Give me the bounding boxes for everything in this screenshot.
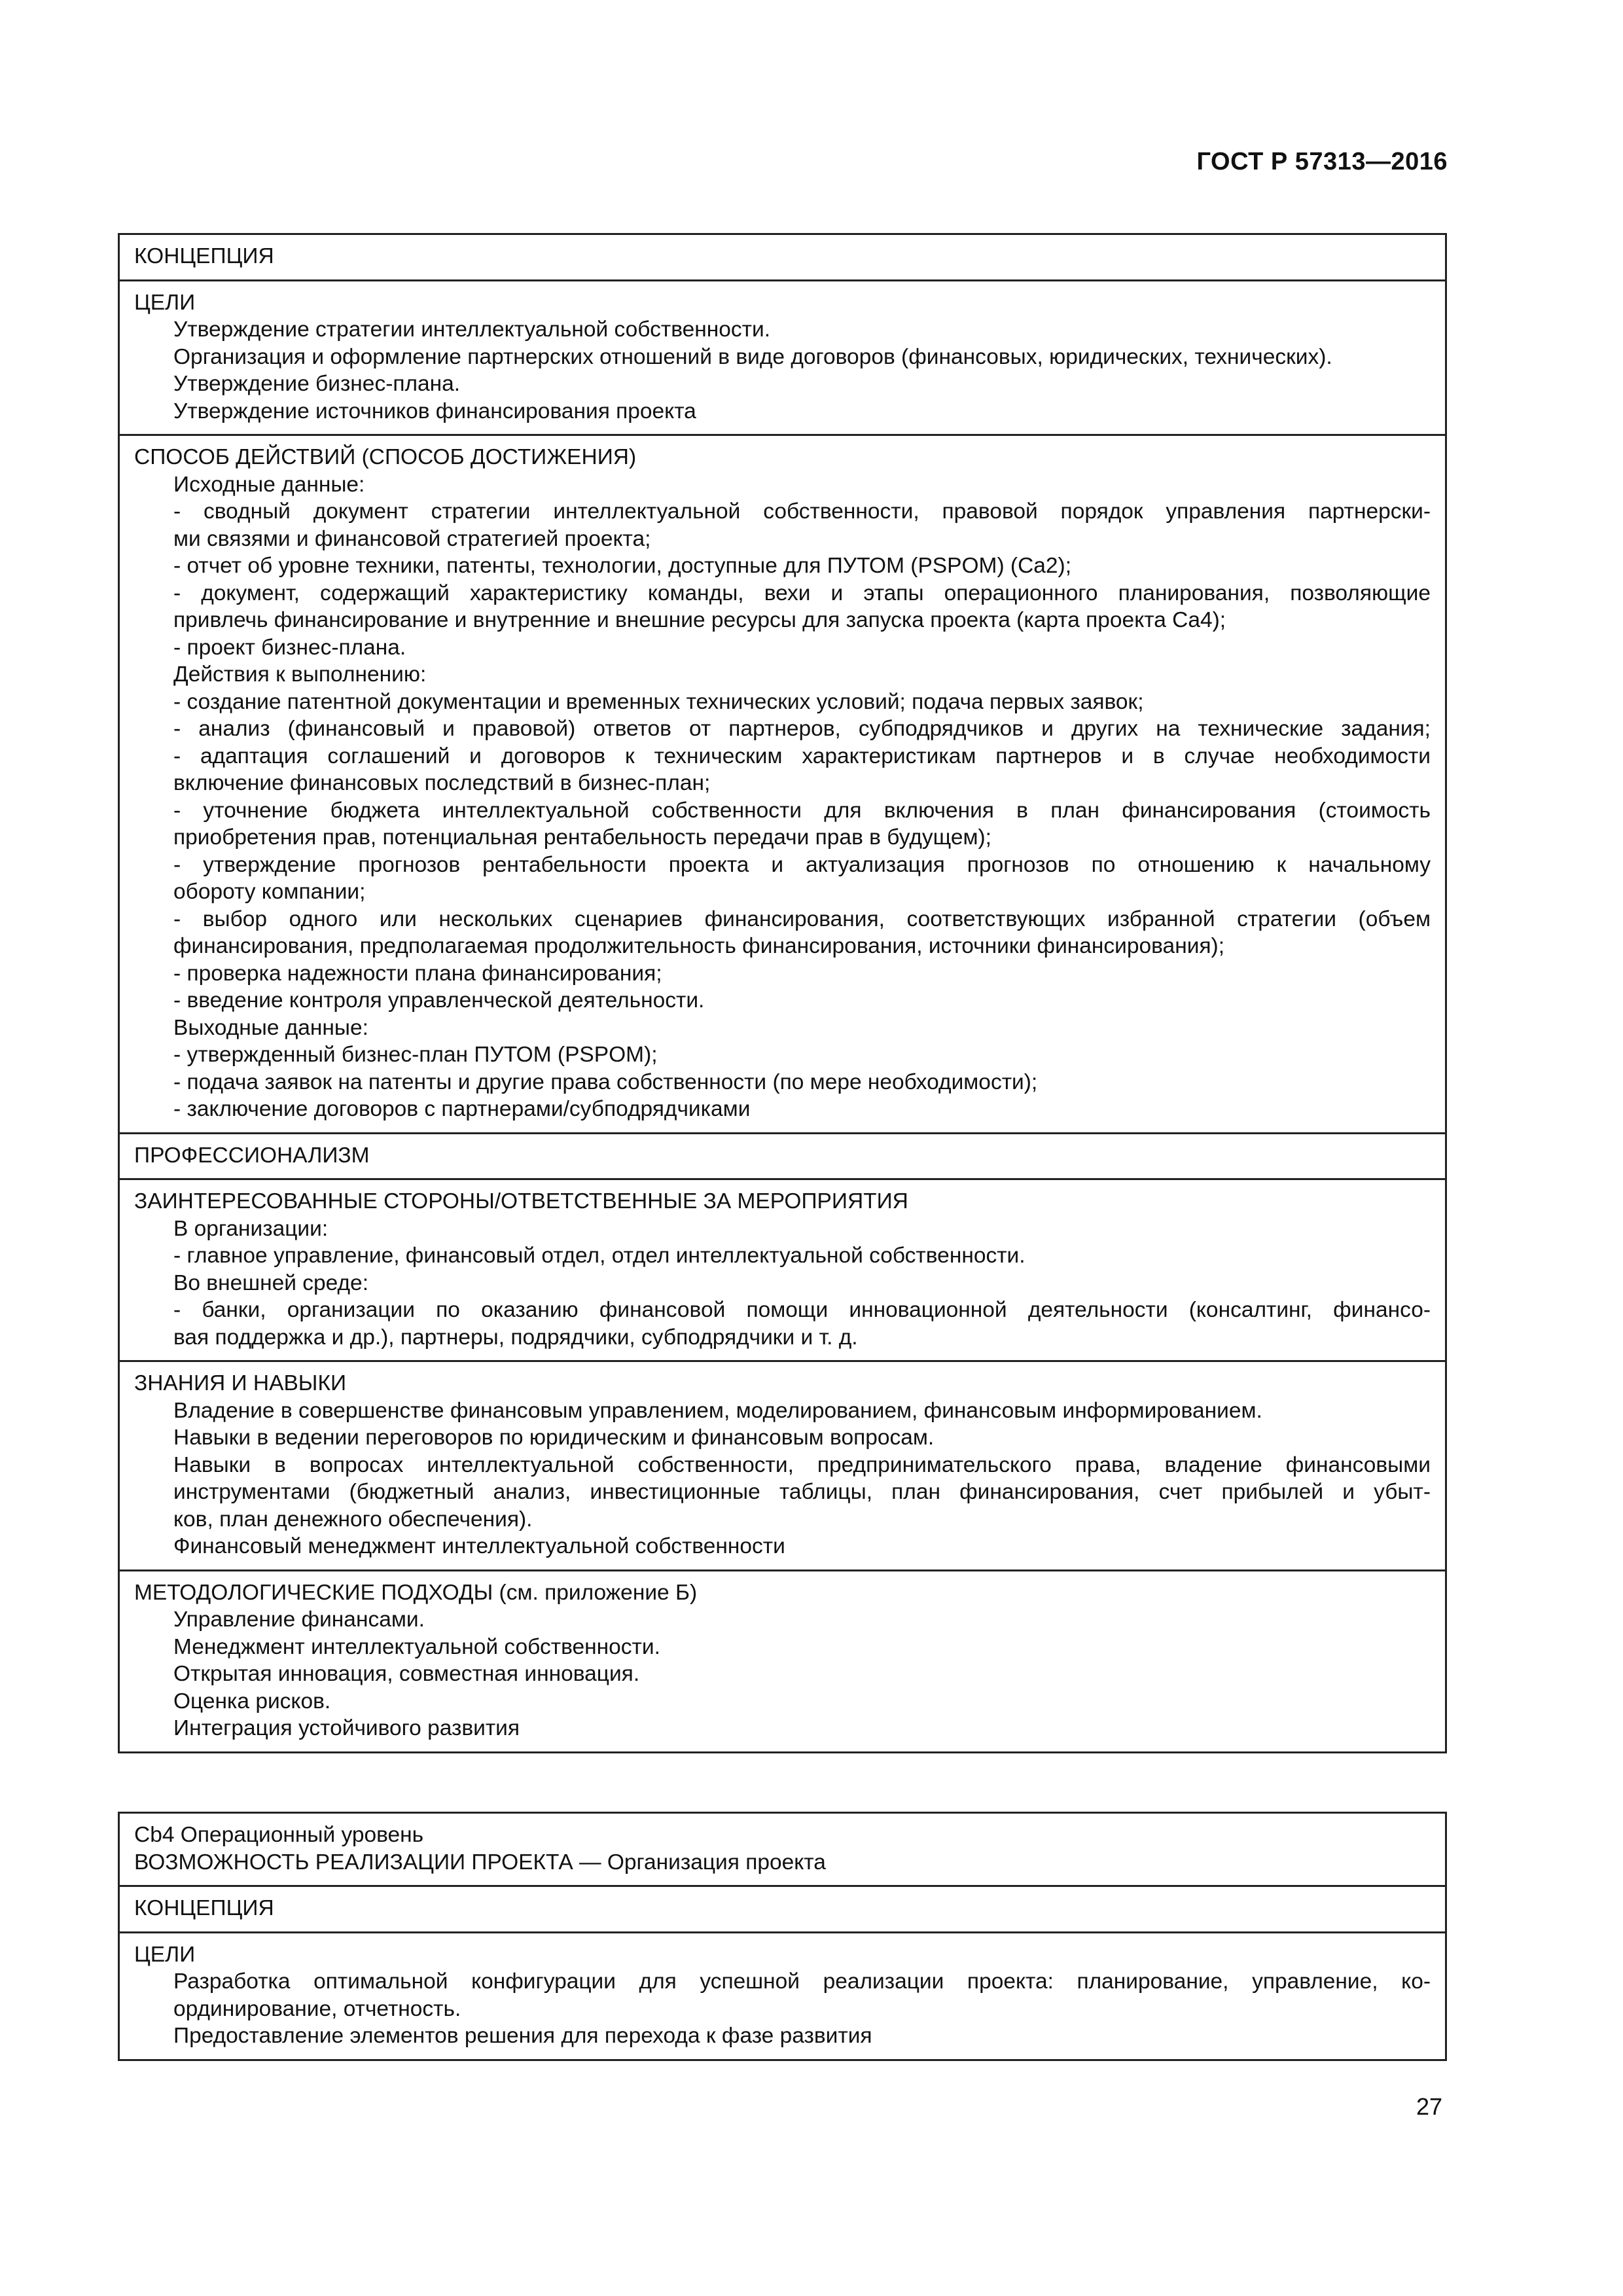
text-line: Разработка оптимальной конфигурации для успешной реализации проекта: планирование, управление, ко- [173, 1969, 1431, 1994]
list-item: - банки, организации по оказанию финансовой помощи инновационной деятельности (консалтинг, финансо- [173, 1298, 1431, 1322]
section-concept [120, 1885, 1445, 1931]
section-heading: ПРОФЕССИОНАЛИЗМ [134, 1143, 370, 1168]
list-item: - заключение договоров с партнерами/субподрядчиками [173, 1097, 751, 1121]
list-item: - проверка надежности плана финансирования; [173, 961, 662, 986]
list-item-cont: приобретения прав, потенциальная рентабельность передачи прав в будущем); [173, 825, 991, 850]
section-skills [120, 1360, 1445, 1570]
table-project-organization [118, 1812, 1447, 2061]
text-line: Предоставление элементов решения для перехода к фазе развития [173, 2024, 872, 2048]
section-methodology [120, 1570, 1445, 1751]
list-item: - главное управление, финансовый отдел, отдел интеллектуальной собственности. [173, 1244, 1026, 1268]
table-ip-financing [118, 233, 1447, 1753]
section-goals [120, 279, 1445, 435]
text-line: Интеграция устойчивого развития [173, 1716, 520, 1740]
text-line: Владение в совершенстве финансовым управлением, моделированием, финансовым информированием. [173, 1398, 1262, 1423]
text-line: Утверждение стратегии интеллектуальной собственности. [173, 317, 771, 342]
section-heading: КОНЦЕПЦИЯ [134, 244, 274, 268]
text-line: инструментами (бюджетный анализ, инвестиционные таблицы, план финансирования, счет прибылей и убыт- [173, 1480, 1431, 1504]
section-professionalism [120, 1132, 1445, 1179]
list-item-cont: вая поддержка и др.), партнеры, подрядчики, субподрядчики и т. д. [173, 1325, 858, 1350]
list-item: - утверждение прогнозов рентабельности проекта и актуализация прогнозов по отношению к начальному [173, 852, 1431, 877]
list-item-cont: ми связями и финансовой стратегией проекта; [173, 526, 651, 551]
list-item: - сводный документ стратегии интеллектуальной собственности, правовой порядок управления партнерски- [173, 499, 1431, 524]
list-item-cont: привлечь финансирование и внутренние и внешние ресурсы для запуска проекта (карта проекта Ca4); [173, 608, 1226, 632]
section-heading: ЦЕЛИ [134, 290, 196, 315]
list-item: - анализ (финансовый и правовой) ответов от партнеров, субподрядчиков и других на технические задания; [173, 717, 1431, 741]
list-item: - уточнение бюджета интеллектуальной собственности для включения в план финансирования (стоимость [173, 798, 1431, 823]
list-item: - выбор одного или нескольких сценариев финансирования, соответствующих избранной стратегии (объем [173, 906, 1431, 931]
section-goals [120, 1931, 1445, 2059]
subheading: Выходные данные: [173, 1015, 368, 1040]
section-heading: СПОСОБ ДЕЙСТВИЙ (СПОСОБ ДОСТИЖЕНИЯ) [134, 445, 637, 469]
card-title: ВОЗМОЖНОСТЬ РЕАЛИЗАЦИИ ПРОЕКТА — Организация проекта [134, 1850, 826, 1874]
list-item: - отчет об уровне техники, патенты, технологии, доступные для ПУТОМ (PSPOM) (Ca2); [173, 554, 1071, 578]
list-item: - введение контроля управленческой деятельности. [173, 988, 705, 1013]
section-title [120, 1814, 1445, 1885]
list-item-cont: финансирования, предполагаемая продолжительность финансирования, источники финансирования); [173, 934, 1225, 958]
list-item: - проект бизнес-плана. [173, 635, 406, 660]
section-method [120, 434, 1445, 1132]
subheading: Действия к выполнению: [173, 662, 427, 687]
text-line: Утверждение источников финансирования проекта [173, 399, 696, 423]
list-item-cont: обороту компании; [173, 880, 366, 904]
section-heading: ЗАИНТЕРЕСОВАННЫЕ СТОРОНЫ/ОТВЕТСТВЕННЫЕ ЗА МЕРОПРИЯТИЯ [134, 1189, 908, 1213]
text-line: Навыки в ведении переговоров по юридическим и финансовым вопросам. [173, 1426, 935, 1450]
section-heading: МЕТОДОЛОГИЧЕСКИЕ ПОДХОДЫ (см. приложение Б) [134, 1580, 698, 1605]
text-line: Навыки в вопросах интеллектуальной собственности, предпринимательского права, владение финансовыми [173, 1452, 1431, 1477]
list-item-cont: включение финансовых последствий в бизнес-план; [173, 771, 711, 795]
list-item: - создание патентной документации и временных технических условий; подача первых заявок; [173, 689, 1144, 714]
list-item: - адаптация соглашений и договоров к техническим характеристикам партнеров и в случае необходимости [173, 744, 1431, 768]
page-number: 27 [1416, 2093, 1442, 2120]
text-line: Финансовый менеджмент интеллектуальной собственности [173, 1534, 785, 1558]
text-line: Открытая инновация, совместная инновация. [173, 1662, 640, 1686]
section-heading: ЗНАНИЯ И НАВЫКИ [134, 1371, 347, 1395]
subheading: Исходные данные: [173, 472, 365, 497]
subheading: Во внешней среде: [173, 1270, 368, 1295]
subheading: В организации: [173, 1216, 329, 1241]
text-line: ков, план денежного обеспечения). [173, 1507, 533, 1532]
text-line: Оценка рисков. [173, 1689, 331, 1713]
section-heading: ЦЕЛИ [134, 1942, 196, 1967]
section-heading: КОНЦЕПЦИЯ [134, 1896, 274, 1920]
text-line: Управление финансами. [173, 1607, 425, 1632]
text-line: ординирование, отчетность. [173, 1996, 461, 2021]
list-item: - документ, содержащий характеристику команды, вехи и этапы операционного планирования, позволяющие [173, 581, 1431, 605]
list-item: - утвержденный бизнес-план ПУТОМ (PSPOM); [173, 1043, 658, 1067]
text-line: Организация и оформление партнерских отношений в виде договоров (финансовых, юридических, технических). [173, 344, 1332, 369]
document-header: ГОСТ Р 57313—2016 [1196, 148, 1448, 175]
text-line: Утверждение бизнес-плана. [173, 372, 461, 396]
text-line: Менеджмент интеллектуальной собственности. [173, 1634, 660, 1659]
section-stakeholders [120, 1178, 1445, 1360]
card-code: Cb4 Операционный уровень [134, 1823, 424, 1847]
list-item: - подача заявок на патенты и другие права собственности (по мере необходимости); [173, 1069, 1038, 1094]
section-concept [120, 235, 1445, 279]
